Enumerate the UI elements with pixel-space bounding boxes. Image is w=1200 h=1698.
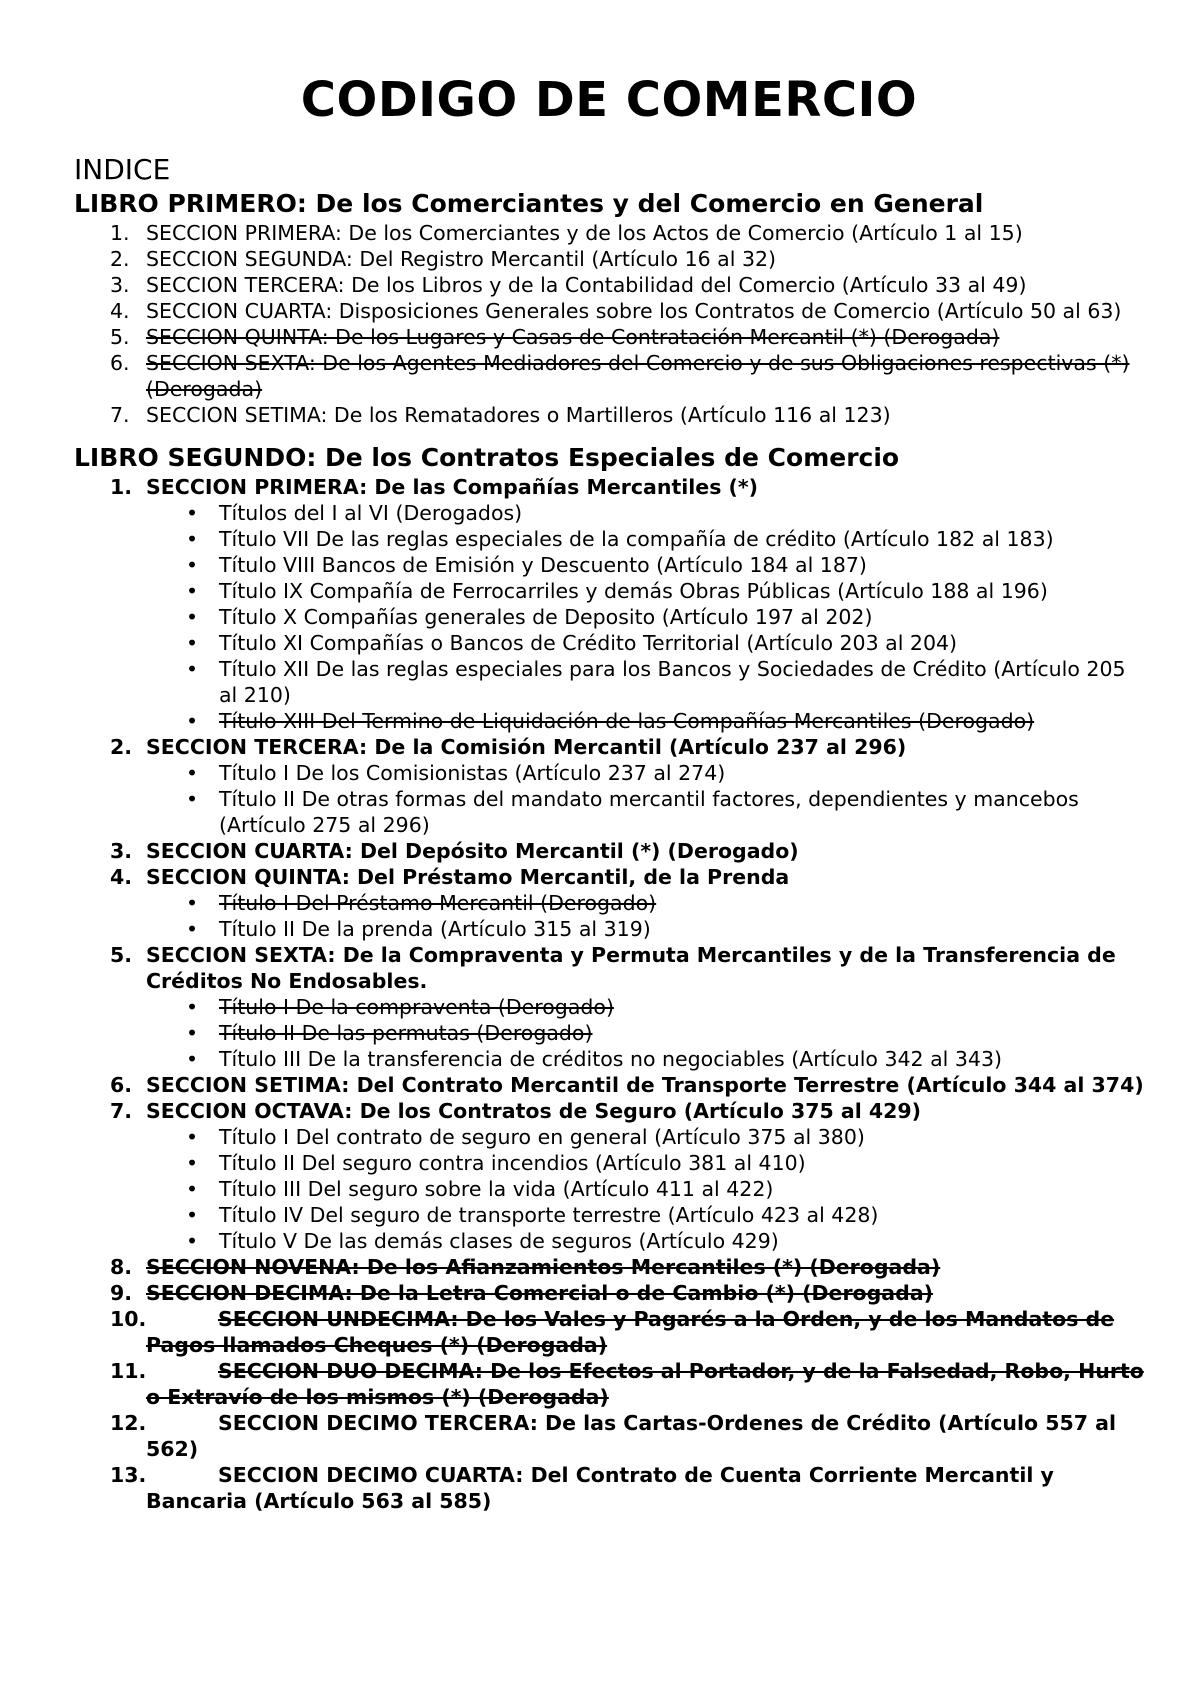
- title-item: • Título III Del seguro sobre la vida (Artículo 411 al 422): [186, 1177, 774, 1201]
- title-item-repealed: • Título I Del Préstamo Mercantil (Derogado): [186, 891, 657, 915]
- title-item: • Título VIII Bancos de Emisión y Descuento (Artículo 184 al 187): [186, 553, 867, 577]
- title-item: • Título VII De las reglas especiales de la compañía de crédito (Artículo 182 al 183): [186, 527, 1054, 551]
- libro-segundo-heading: LIBRO SEGUNDO: De los Contratos Especiales de Comercio: [74, 443, 900, 472]
- libro-primero-list: [74, 220, 1144, 428]
- title-item: • Título XI Compañías o Bancos de Crédito Territorial (Artículo 203 al 204): [186, 631, 958, 655]
- section-item-repealed: 11. SECCION DUO DECIMA: De los Efectos al Portador, y de la Falsedad, Robo, Hurto o Extravío de los mismos (*) (Derogada): [110, 1359, 1144, 1409]
- section-item: 3. SECCION CUARTA: Del Depósito Mercantil (*) (Derogado): [110, 839, 799, 863]
- section-item: 5. SECCION SEXTA: De la Compraventa y Permuta Mercantiles y de la Transferencia de Créditos No Endosables.: [110, 943, 1116, 993]
- list-item: 1. SECCION PRIMERA: De los Comerciantes y de los Actos de Comercio (Artículo 1 al 15): [110, 221, 1023, 245]
- title-item: • Título I Del contrato de seguro en general (Artículo 375 al 380): [186, 1125, 865, 1149]
- section-item-repealed: 10. SECCION UNDECIMA: De los Vales y Pagarés a la Orden, y de los Mandatos de Pagos llamados Cheques (*) (Derogada): [110, 1307, 1115, 1357]
- title-item-repealed: • Título XIII Del Termino de Liquidación de las Compañías Mercantiles (Derogado): [186, 709, 1035, 733]
- index-heading: INDICE: [74, 153, 171, 186]
- section-item: 12. SECCION DECIMO TERCERA: De las Cartas-Ordenes de Crédito (Artículo 557 al 562): [110, 1411, 1117, 1461]
- title-item: • Título II Del seguro contra incendios (Artículo 381 al 410): [186, 1151, 806, 1175]
- list-item-repealed: 5. SECCION QUINTA: De los Lugares y Casas de Contratación Mercantil (*) (Derogada): [110, 325, 1000, 349]
- title-item-repealed: • Título II De las permutas (Derogado): [186, 1021, 593, 1045]
- title-item: • Título IX Compañía de Ferrocarriles y demás Obras Públicas (Artículo 188 al 196): [186, 579, 1048, 603]
- libro-primero-heading: LIBRO PRIMERO: De los Comerciantes y del Comercio en General: [74, 189, 984, 218]
- section-item: 6. SECCION SETIMA: Del Contrato Mercantil de Transporte Terrestre (Artículo 344 al 374): [110, 1073, 1144, 1097]
- section-item-repealed: 9. SECCION DECIMA: De la Letra Comercial o de Cambio (*) (Derogada): [110, 1281, 934, 1305]
- section-item: 13. SECCION DECIMO CUARTA: Del Contrato de Cuenta Corriente Mercantil y Bancaria (Artículo 563 al 585): [110, 1463, 1054, 1513]
- list-item: 2. SECCION SEGUNDA: Del Registro Mercantil (Artículo 16 al 32): [110, 247, 777, 271]
- list-item: 7. SECCION SETIMA: De los Rematadores o Martilleros (Artículo 116 al 123): [110, 403, 891, 427]
- title-item: • Título I De los Comisionistas (Artículo 237 al 274): [186, 761, 726, 785]
- section-item: 1. SECCION PRIMERA: De las Compañías Mercantiles (*): [110, 475, 759, 499]
- document-title: CODIGO DE COMERCIO: [300, 72, 918, 128]
- title-item: • Título V De las demás clases de seguros (Artículo 429): [186, 1229, 779, 1253]
- section-item: 4. SECCION QUINTA: Del Préstamo Mercantil, de la Prenda: [110, 865, 790, 889]
- title-item: • Título III De la transferencia de créditos no negociables (Artículo 342 al 343): [186, 1047, 1002, 1071]
- title-item: • Título II De la prenda (Artículo 315 al 319): [186, 917, 651, 941]
- title-item: • Títulos del I al VI (Derogados): [186, 501, 523, 525]
- list-item: 3. SECCION TERCERA: De los Libros y de la Contabilidad del Comercio (Artículo 33 al 49): [110, 273, 1027, 297]
- title-item: • Título II De otras formas del mandato mercantil factores, dependientes y mancebos (Artículo 275 al 296): [186, 787, 1079, 837]
- section-item: 2. SECCION TERCERA: De la Comisión Mercantil (Artículo 237 al 296): [110, 735, 907, 759]
- section-item: 7. SECCION OCTAVA: De los Contratos de Seguro (Artículo 375 al 429): [110, 1099, 922, 1123]
- title-item-repealed: • Título I De la compraventa (Derogado): [186, 995, 614, 1019]
- title-item: • Título X Compañías generales de Deposito (Artículo 197 al 202): [186, 605, 873, 629]
- title-item: • Título XII De las reglas especiales para los Bancos y Sociedades de Crédito (Artículo 205 al 210): [186, 657, 1126, 707]
- libro-segundo-list: [74, 474, 1144, 1514]
- list-item-repealed: 6. SECCION SEXTA: De los Agentes Mediadores del Comercio y de sus Obligaciones respectivas (*) (Derogada): [110, 351, 1130, 401]
- section-item-repealed: 8. SECCION NOVENA: De los Afianzamientos Mercantiles (*) (Derogada): [110, 1255, 941, 1279]
- title-item: • Título IV Del seguro de transporte terrestre (Artículo 423 al 428): [186, 1203, 879, 1227]
- list-item: 4. SECCION CUARTA: Disposiciones Generales sobre los Contratos de Comercio (Artículo 50 al 63): [110, 299, 1122, 323]
- document-page: [74, 70, 1144, 1514]
